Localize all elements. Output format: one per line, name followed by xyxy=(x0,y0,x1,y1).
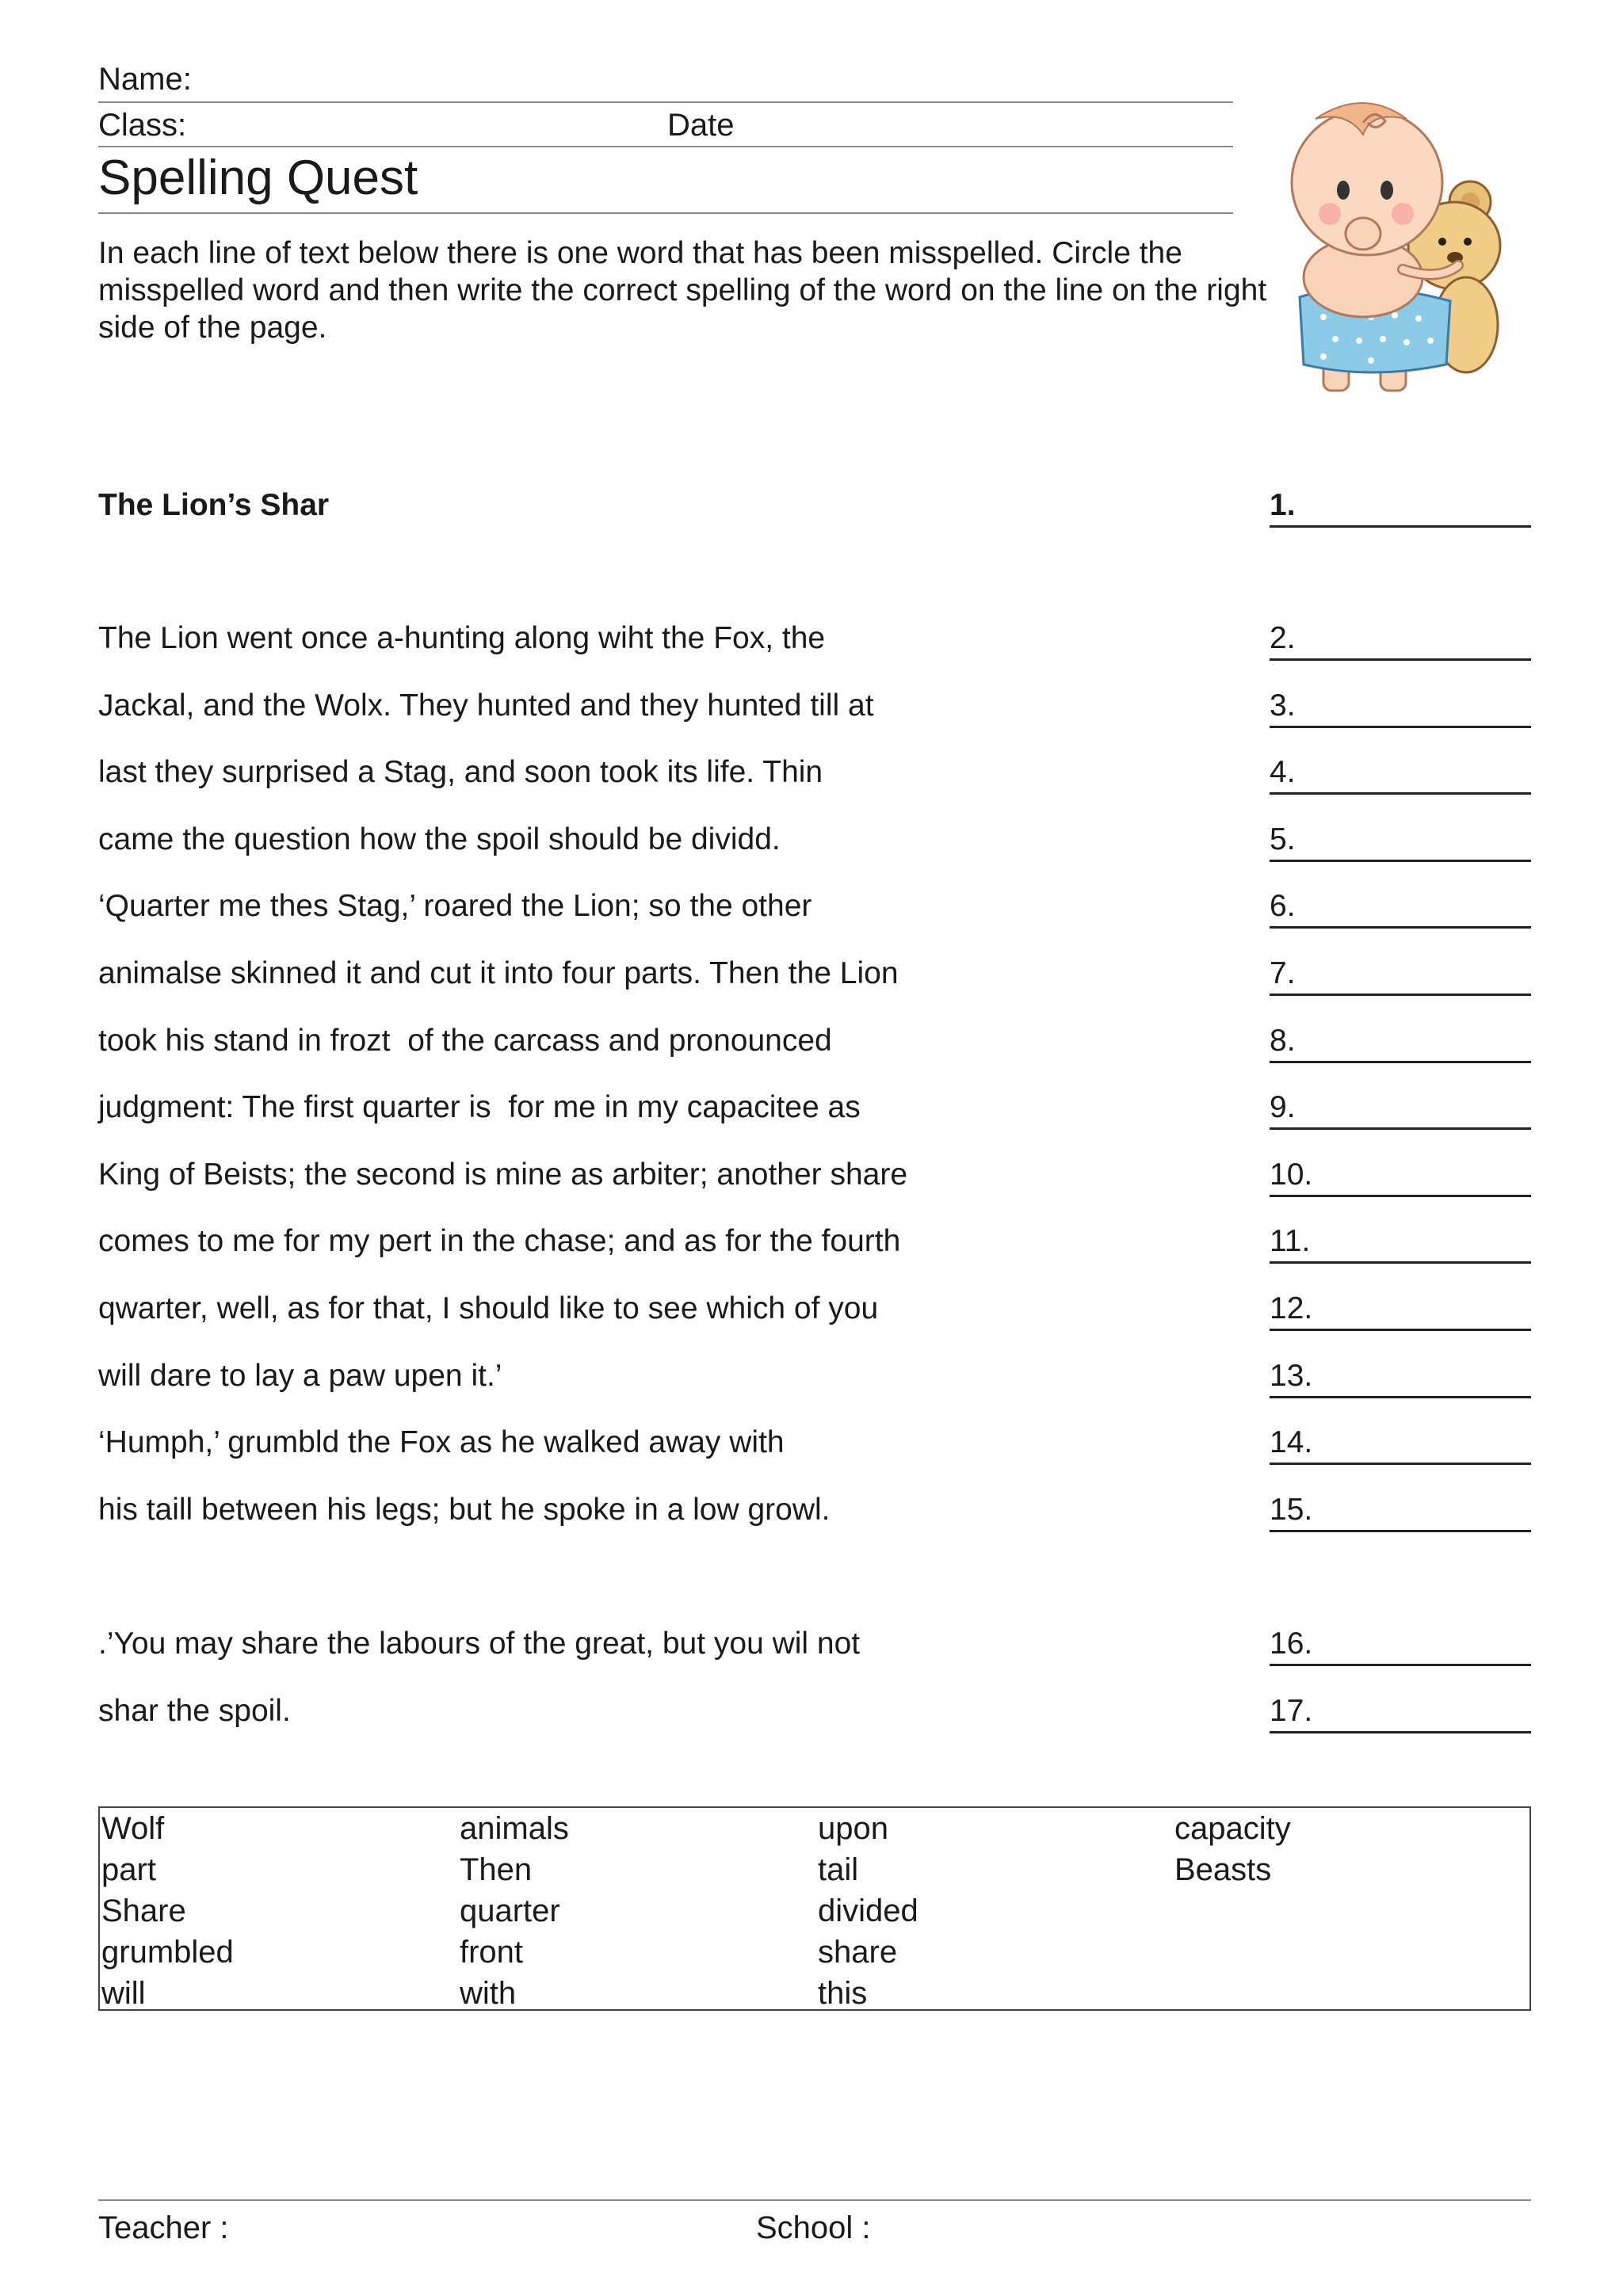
class-rule xyxy=(98,146,1233,147)
teacher-label: Teacher : xyxy=(98,2210,229,2245)
answer-line[interactable]: 10. xyxy=(1270,1157,1531,1197)
answer-line[interactable]: 12. xyxy=(1270,1291,1531,1331)
story-line-text: The Lion went once a-hunting along wiht the Fox, the xyxy=(98,621,826,655)
story-line-text: judgment: The first quarter is for me in my capacitee as xyxy=(98,1090,861,1124)
page-title: Spelling Quest xyxy=(98,151,418,205)
class-label: Class: xyxy=(98,108,187,143)
name-label: Name: xyxy=(98,62,192,97)
baby-with-teddy-bear-icon xyxy=(1268,87,1537,396)
word-bank-column-4 xyxy=(1174,1808,1291,1890)
answer-line[interactable]: 4. xyxy=(1270,754,1531,795)
word-bank-word: will xyxy=(101,1976,146,2011)
word-bank-word: quarter xyxy=(460,1894,560,1928)
word-bank-word: divided xyxy=(818,1894,918,1928)
name-rule xyxy=(98,101,1233,103)
word-bank-word: front xyxy=(460,1935,524,1970)
word-bank-column-2 xyxy=(460,1808,569,2014)
footer-rule xyxy=(98,2199,1531,2201)
story-line-text: will dare to lay a paw upen it.’ xyxy=(98,1359,502,1393)
story-line-text: Jackal, and the Wolx. They hunted and they hunted till at xyxy=(98,688,874,723)
story-line-text: comes to me for my pert in the chase; and as for the fourth xyxy=(98,1224,901,1258)
story-line-text: last they surprised a Stag, and soon took its life. Thin xyxy=(98,755,823,789)
word-bank-word: grumbled xyxy=(101,1935,234,1970)
instructions-text: In each line of text below there is one word that has been misspelled. Circle the misspelled word and then write the correct spelling of the word on the line on the right side of the page. xyxy=(98,236,1267,345)
word-bank-word: part xyxy=(101,1852,156,1887)
word-bank xyxy=(98,1806,1531,2011)
word-bank-word: upon xyxy=(818,1811,888,1846)
answer-line[interactable]: 11. xyxy=(1270,1223,1531,1264)
word-bank-word: capacity xyxy=(1174,1811,1291,1846)
answer-line[interactable]: 5. xyxy=(1270,822,1531,862)
story-line-text: ‘Humph,’ grumbld the Fox as he walked away with xyxy=(98,1425,785,1459)
word-bank-word: this xyxy=(818,1976,868,2011)
date-label: Date xyxy=(667,108,735,143)
story-line-text: came the question how the spoil should be dividd. xyxy=(98,822,781,856)
title-rule xyxy=(98,212,1233,214)
story-line-text: shar the spoil. xyxy=(98,1694,291,1728)
story-line-text: King of Beists; the second is mine as arbiter; another share xyxy=(98,1158,908,1192)
story-line-text: ‘Quarter me thes Stag,’ roared the Lion; so the other xyxy=(98,889,812,923)
answer-line[interactable]: 7. xyxy=(1270,955,1531,996)
answer-line-1[interactable]: 1. xyxy=(1270,487,1531,528)
answer-line[interactable]: 3. xyxy=(1270,688,1531,728)
word-bank-word: Wolf xyxy=(101,1811,165,1846)
answer-line[interactable]: 6. xyxy=(1270,888,1531,929)
word-bank-word: Beasts xyxy=(1174,1852,1272,1887)
answer-line[interactable]: 2. xyxy=(1270,620,1531,661)
story-line-text: animalse skinned it and cut it into four parts. Then the Lion xyxy=(98,956,899,990)
word-bank-word: with xyxy=(460,1976,517,2011)
story-line-text: took his stand in frozt of the carcass and pronounced xyxy=(98,1024,832,1058)
word-bank-word: Share xyxy=(101,1894,186,1928)
story-line-text: .’You may share the labours of the great, but you wil not xyxy=(98,1627,861,1661)
word-bank-word: Then xyxy=(460,1852,533,1887)
story-heading: The Lion’s Shar xyxy=(98,488,330,522)
answer-line[interactable]: 9. xyxy=(1270,1089,1531,1130)
word-bank-word: tail xyxy=(818,1852,859,1887)
word-bank-column-3 xyxy=(818,1808,918,2014)
answer-line[interactable]: 17. xyxy=(1270,1693,1531,1733)
word-bank-column-1 xyxy=(101,1808,234,2014)
answer-line[interactable]: 15. xyxy=(1270,1492,1531,1532)
answer-line[interactable]: 16. xyxy=(1270,1626,1531,1666)
word-bank-word: animals xyxy=(460,1811,569,1846)
word-bank-word: share xyxy=(818,1935,898,1970)
story-line-text: qwarter, well, as for that, I should like to see which of you xyxy=(98,1291,879,1325)
story-line-text: his taill between his legs; but he spoke in a low growl. xyxy=(98,1493,831,1527)
school-label: School : xyxy=(756,2210,871,2245)
answer-line[interactable]: 14. xyxy=(1270,1425,1531,1465)
answer-line[interactable]: 13. xyxy=(1270,1358,1531,1398)
answer-line[interactable]: 8. xyxy=(1270,1023,1531,1063)
